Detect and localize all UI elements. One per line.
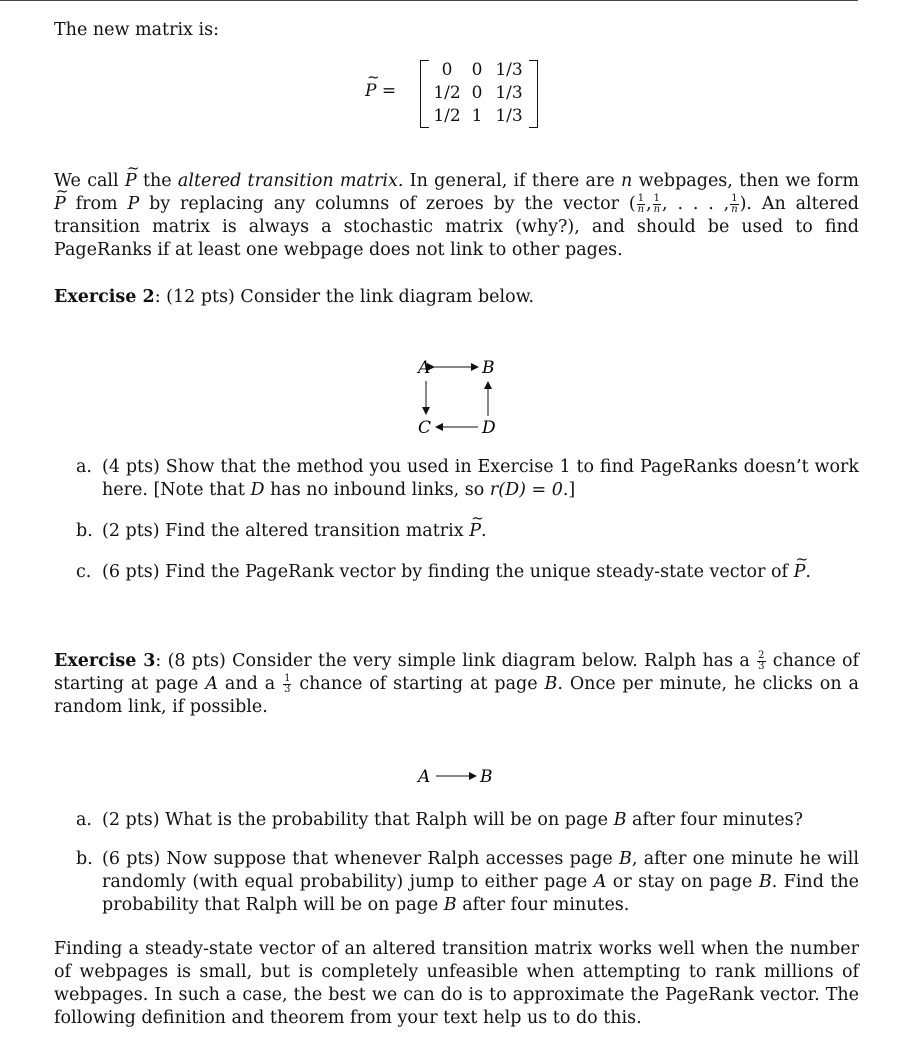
exercise2-part-b: b. (2 pts) Find the altered transition matrix ~ P. [76,520,859,543]
matrix-cell: 0 [441,60,453,80]
top-rule [0,0,858,1]
node-a: A [418,358,431,378]
node-d: D [482,418,496,438]
closing-paragraph: Finding a steady-state vector of an altered transition matrix works well when the number of webpages is small, but is completely unfeasible when attempting to rank millions of webpages. In such a case, the best we can do is to approximate the PageRank vector. The following definition and theorem from your text help us to do this. [54,939,859,1028]
matrix-cell: 1/2 [433,106,461,126]
exercise3-part-b: b. (6 pts) Now suppose that whenever Ralph accesses page B, after one minute he will randomly (with equal probability) jump to either page A or stay on page B. Find the probability that Ralph will be on page B after four minutes. [76,849,859,915]
p-tilde-symbol: ~ P [365,81,376,101]
matrix-cell: 0 [471,60,483,80]
matrix-cell: 0 [471,83,483,103]
matrix-cell: 1/3 [495,60,523,80]
right-bracket [529,60,538,128]
node-c: C [418,418,432,438]
altered-matrix-paragraph: We call ~ P the altered transition matrix. In general, if there are n webpages, then we form ~ P from P by replacing any columns of zeroes by the vector ( $\frac{1}{n}$ , $\frac{1}{n}$ , . . . , $\frac{1}{n}$ ). An altered transition matrix is always a stochastic matrix (why?), and should be used to find PageRanks if at least one webpage does not link to other pages. [54,170,859,262]
uniform-vector: ( $\frac{1}{n}$ , $\frac{1}{n}$ , . . . , $\frac{1}{n}$ ). [628,193,752,215]
node-b: B [480,767,493,787]
exercise2-part-a: a. (4 pts) Show that the method you used in Exercise 1 to find PageRanks doesn’t work here. [Note that D has no inbound links, so r(D) = 0.] [76,457,859,500]
exercise3-label: Exercise 3 [54,651,156,671]
defined-term: altered transition matrix. [177,171,404,191]
exercise3-part-a: a. (2 pts) What is the probability that Ralph will be on page B after four minutes? [76,810,803,830]
exercise3-link-diagram [410,760,510,790]
matrix-cell: 1/3 [495,106,523,126]
exercise2-heading: Exercise 2: (12 pts) Consider the link diagram below. [54,287,535,307]
matrix-cell: 1/3 [495,83,523,103]
exercise2-part-c: c. (6 pts) Find the PageRank vector by finding the unique steady-state vector of ~ P. [76,561,859,584]
exercise2-label: Exercise 2 [54,287,155,307]
matrix-cell: 1/2 [433,83,461,103]
node-a: A [418,767,431,787]
equals-sign: = [381,81,397,101]
exercise3-paragraph: Exercise 3: (8 pts) Consider the very simple link diagram below. Ralph has a $\frac{2}{3}$ chance of starting at page A and a $\frac{1}{3}$ chance of starting at page B. Once per minute, he clicks on a random link, if possible. [54,650,859,717]
matrix-cell: 1 [471,106,483,126]
node-b: B [482,358,495,378]
intro-text: The new matrix is: [54,20,219,40]
exercise2-link-diagram [400,348,520,438]
